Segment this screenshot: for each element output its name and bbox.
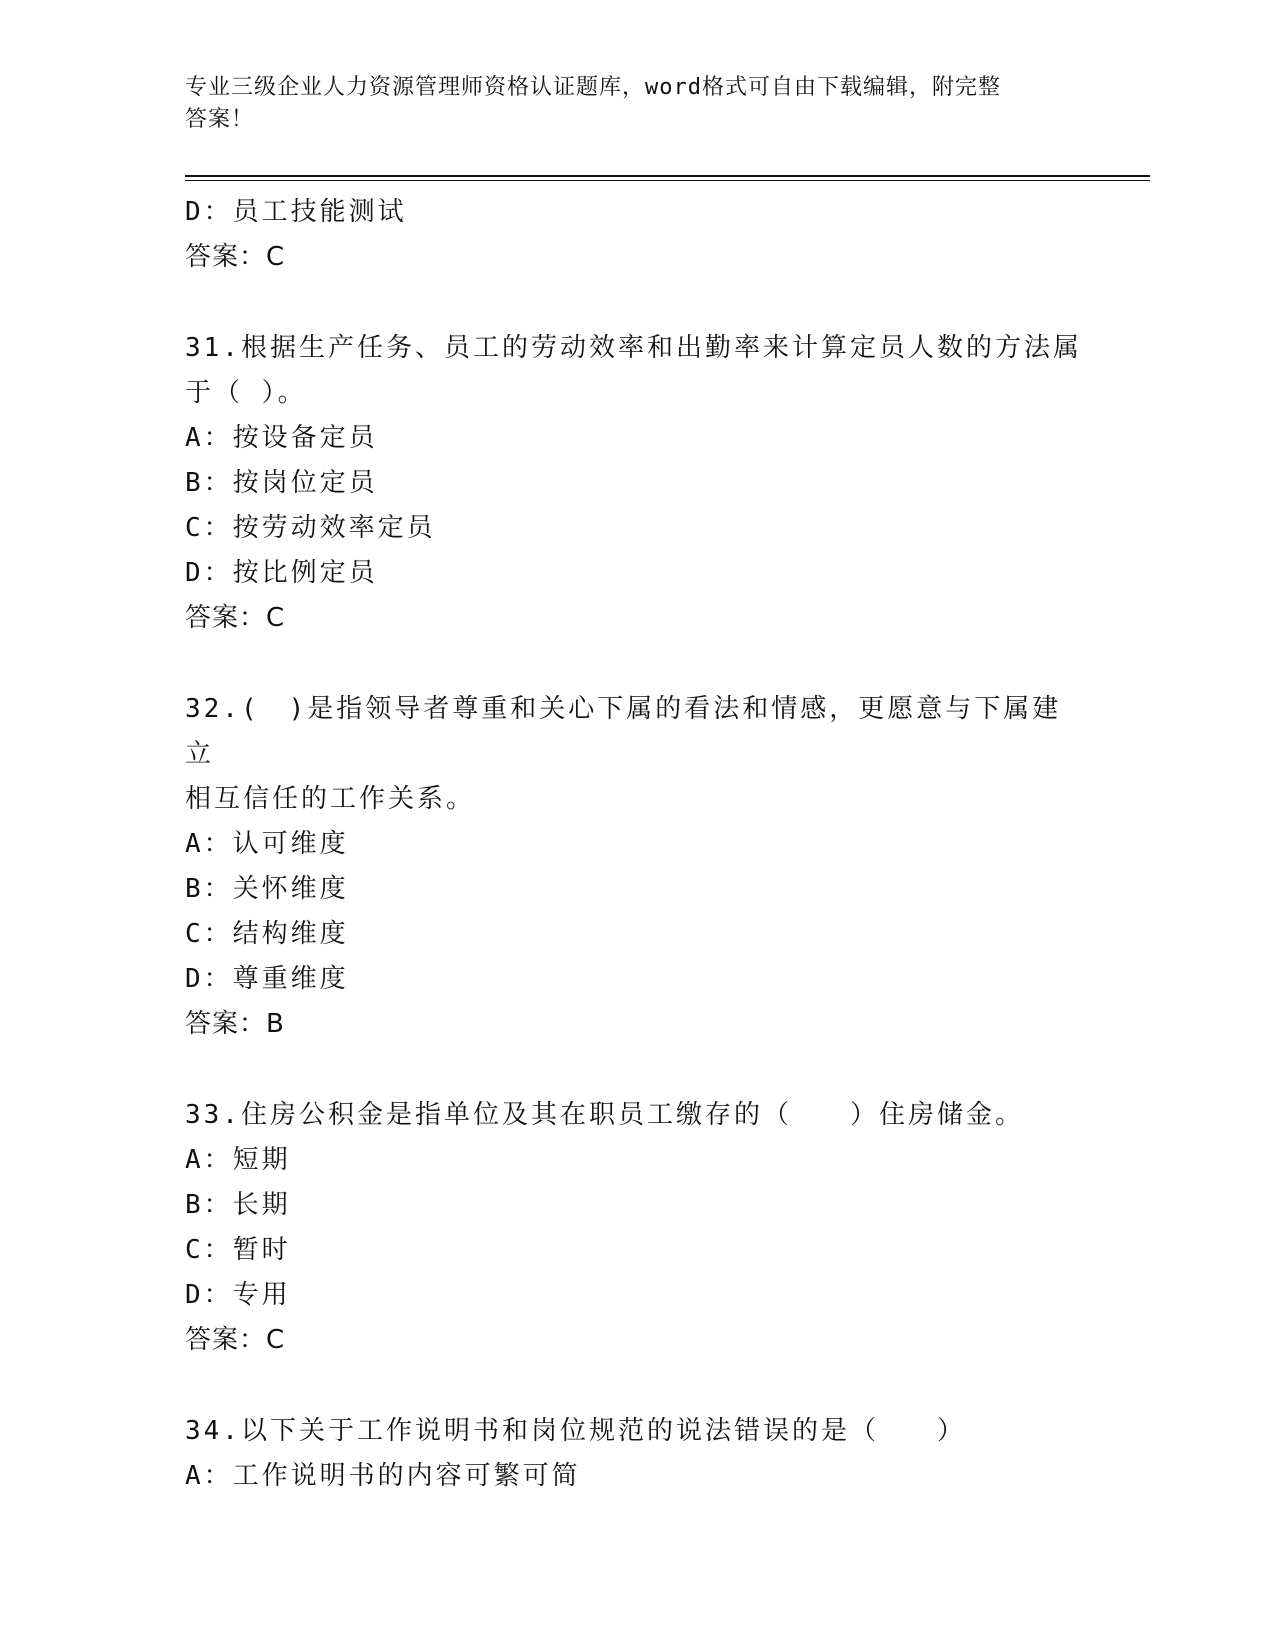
question-31: [185, 326, 1085, 641]
page-header: [185, 72, 1065, 136]
prev-question-tail: [185, 190, 1085, 280]
question-34: [185, 1409, 1085, 1499]
option-d: D：按比例定员: [185, 558, 378, 588]
option-b: B：按岗位定员: [185, 468, 378, 498]
answer-line: 答案：C: [185, 603, 286, 633]
option-c: C：结构维度: [185, 919, 349, 949]
option-b: B：关怀维度: [185, 874, 349, 904]
question-stem-line-2: 于（ ）。: [185, 378, 307, 408]
option-d: D：员工技能测试: [185, 197, 407, 227]
answer-line: 答案：B: [185, 1009, 285, 1039]
answer-line: 答案：C: [185, 242, 286, 272]
question-stem-line-1: 33.住房公积金是指单位及其在职员工缴存的（ ）住房储金。: [185, 1100, 1024, 1130]
header-divider-thin: [185, 180, 1150, 181]
header-divider-thick: [185, 175, 1150, 177]
answer-line: 答案：C: [185, 1325, 286, 1355]
option-a: A：按设备定员: [185, 423, 378, 453]
question-33: [185, 1093, 1085, 1363]
option-d: D：专用: [185, 1280, 291, 1310]
question-stem-line-1: 32.( )是指领导者尊重和关心下属的看法和情感，更愿意与下属建立: [185, 694, 1062, 769]
question-stem-line-2: 相互信任的工作关系。: [185, 784, 476, 814]
option-c: C：暂时: [185, 1235, 291, 1265]
question-stem-line-1: 31.根据生产任务、员工的劳动效率和出勤率来计算定员人数的方法属: [185, 333, 1082, 363]
question-list: [185, 190, 1085, 1499]
option-c: C：按劳动效率定员: [185, 513, 436, 543]
option-a: A：认可维度: [185, 829, 349, 859]
option-b: B：长期: [185, 1190, 291, 1220]
header-line-1: 专业三级企业人力资源管理师资格认证题库，word格式可自由下载编辑，附完整: [185, 75, 1001, 100]
option-d: D：尊重维度: [185, 964, 349, 994]
question-stem-line-1: 34.以下关于工作说明书和岗位规范的说法错误的是（ ）: [185, 1416, 966, 1446]
header-line-2: 答案！: [185, 107, 255, 132]
question-32: [185, 687, 1085, 1047]
option-a: A：工作说明书的内容可繁可简: [185, 1461, 581, 1491]
option-a: A：短期: [185, 1145, 291, 1175]
